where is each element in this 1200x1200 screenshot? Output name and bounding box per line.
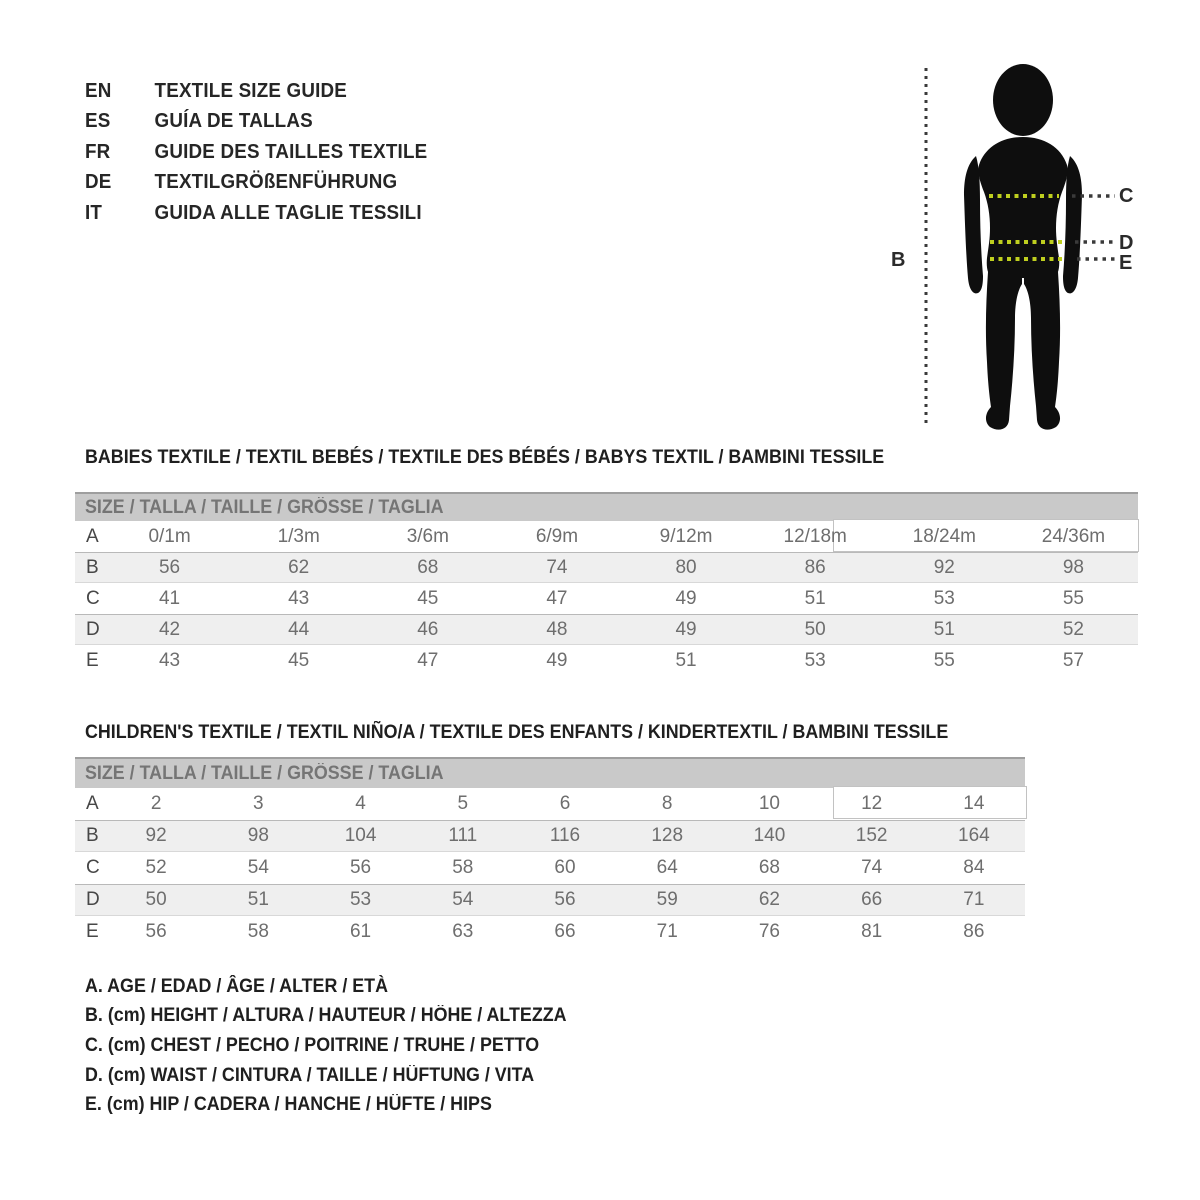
table-cell: 44 <box>288 618 310 640</box>
table-cell: 3/6m <box>406 525 449 547</box>
language-code: IT <box>85 201 103 224</box>
table-cell: 66 <box>554 921 576 942</box>
table-row-C <box>75 852 1025 884</box>
table-cell: 86 <box>963 921 985 942</box>
table-row-E <box>75 916 1025 948</box>
table-cell: 74 <box>546 556 568 578</box>
table-cell: 92 <box>933 556 955 578</box>
table-cell: 47 <box>417 649 439 671</box>
table-row-D <box>75 884 1025 916</box>
table-cell: 98 <box>1062 556 1084 578</box>
table-cell: 48 <box>546 618 568 640</box>
language-row <box>85 168 427 199</box>
legend-line: D. (cm) WAIST / CINTURA / TAILLE / HÜFTUNG / VITA <box>85 1064 535 1086</box>
table-cell: 49 <box>675 618 697 640</box>
language-title: TEXTILE SIZE GUIDE <box>154 79 348 102</box>
table-cell: 45 <box>417 587 439 609</box>
table-cell: 59 <box>656 889 678 910</box>
table-cell: 56 <box>145 921 167 942</box>
children-section-title: CHILDREN'S TEXTILE / TEXTIL NIÑO/A / TEXTILE DES ENFANTS / KINDERTEXTIL / BAMBINI TESSILE <box>85 722 949 743</box>
table-cell: 92 <box>145 825 167 846</box>
table-cell: 86 <box>804 556 826 578</box>
legend-line: C. (cm) CHEST / PECHO / POITRINE / TRUHE / PETTO <box>85 1034 540 1056</box>
children-size-table <box>75 757 1025 948</box>
table-cell: 55 <box>933 649 955 671</box>
table-row-D <box>75 614 1138 645</box>
table-cell: 58 <box>247 921 269 942</box>
language-row <box>85 198 427 229</box>
measurement-legend <box>85 972 597 1120</box>
table-cell: 45 <box>288 649 310 671</box>
legend-line: A. AGE / EDAD / ÂGE / ALTER / ETÀ <box>85 975 388 997</box>
language-code: EN <box>85 79 112 102</box>
size-header-bar <box>75 492 1138 521</box>
table-cell: 53 <box>804 649 826 671</box>
row-label: E <box>86 649 99 671</box>
table-cell: 81 <box>861 921 883 942</box>
table-cell: 52 <box>145 857 167 878</box>
language-title: GUIDA ALLE TAGLIE TESSILI <box>154 201 422 224</box>
language-row <box>85 137 427 168</box>
table-cell: 3 <box>253 793 264 814</box>
table-cell: 52 <box>1062 618 1084 640</box>
child-silhouette-svg <box>870 40 1190 460</box>
legend-line: B. (cm) HEIGHT / ALTURA / HAUTEUR / HÖHE / ALTEZZA <box>85 1005 567 1027</box>
children-table-rows <box>75 788 1025 948</box>
table-cell: 71 <box>656 921 678 942</box>
language-code: ES <box>85 110 111 133</box>
size-header-label: SIZE / TALLA / TAILLE / GRÖSSE / TAGLIA <box>85 496 444 518</box>
table-cell: 68 <box>758 857 780 878</box>
table-cell: 80 <box>675 556 697 578</box>
table-cell: 68 <box>417 556 439 578</box>
table-cell: 152 <box>855 825 888 846</box>
table-cell: 51 <box>933 618 955 640</box>
row-label: A <box>86 793 99 814</box>
table-cell: 8 <box>661 793 673 814</box>
language-title: TEXTILGRÖßENFÜHRUNG <box>154 171 398 194</box>
table-row-B <box>75 552 1138 583</box>
language-title-list <box>85 76 449 229</box>
table-cell: 57 <box>1062 649 1084 671</box>
table-cell: 98 <box>247 825 269 846</box>
table-cell: 4 <box>355 793 366 814</box>
table-cell: 43 <box>158 649 181 671</box>
babies-size-table <box>75 492 1138 676</box>
table-cell: 10 <box>758 793 780 814</box>
table-row-C <box>75 583 1138 614</box>
table-cell: 63 <box>452 921 474 942</box>
table-row-B <box>75 820 1025 852</box>
height-label: B <box>891 249 906 271</box>
language-code: DE <box>85 171 112 194</box>
table-cell: 14 <box>963 793 985 814</box>
language-code: FR <box>85 140 111 163</box>
table-cell: 6/9m <box>535 525 579 547</box>
table-cell: 64 <box>656 857 678 878</box>
table-cell: 56 <box>349 857 372 878</box>
language-title: GUÍA DE TALLAS <box>154 110 313 133</box>
table-cell: 51 <box>247 889 269 910</box>
table-cell: 71 <box>963 889 985 910</box>
language-row <box>85 107 427 138</box>
table-cell: 128 <box>651 825 684 846</box>
table-row-A <box>75 521 1138 552</box>
babies-table-rows <box>75 521 1138 676</box>
language-row <box>85 76 427 107</box>
table-cell: 0/1m <box>148 525 191 547</box>
child-silhouette <box>964 64 1082 430</box>
table-cell: 51 <box>675 649 697 671</box>
table-cell: 51 <box>804 587 826 609</box>
table-cell: 49 <box>546 649 568 671</box>
table-cell: 66 <box>861 889 883 910</box>
row-label: B <box>86 825 99 846</box>
table-row-E <box>75 645 1138 676</box>
table-cell: 54 <box>247 857 269 878</box>
table-cell: 61 <box>349 921 372 942</box>
table-cell: 12 <box>861 793 883 814</box>
table-cell: 111 <box>448 825 478 846</box>
row-label: C <box>86 587 100 609</box>
table-cell: 46 <box>417 618 439 640</box>
table-cell: 116 <box>549 825 581 846</box>
table-cell: 53 <box>349 889 372 910</box>
table-cell: 60 <box>554 857 576 878</box>
table-row-A <box>75 788 1025 820</box>
language-title: GUIDE DES TAILLES TEXTILE <box>154 140 428 163</box>
babies-section-title: BABIES TEXTILE / TEXTIL BEBÉS / TEXTILE DES BÉBÉS / BABYS TEXTIL / BAMBINI TESSILE <box>85 447 885 468</box>
table-cell: 18/24m <box>912 525 976 547</box>
size-header-bar <box>75 757 1025 788</box>
table-cell: 140 <box>753 825 786 846</box>
row-label: D <box>86 889 100 910</box>
row-label: C <box>86 857 100 878</box>
row-label: D <box>86 618 100 640</box>
table-cell: 43 <box>288 587 310 609</box>
table-cell: 42 <box>158 618 181 640</box>
table-cell: 1/3m <box>277 525 320 547</box>
table-cell: 104 <box>344 825 377 846</box>
table-cell: 24/36m <box>1041 525 1106 547</box>
legend-line: E. (cm) HIP / CADERA / HANCHE / HÜFTE / HIPS <box>85 1094 492 1116</box>
table-cell: 55 <box>1062 587 1084 609</box>
child-measurement-figure <box>870 40 1190 460</box>
size-header-label: SIZE / TALLA / TAILLE / GRÖSSE / TAGLIA <box>85 762 444 784</box>
table-cell: 50 <box>804 618 826 640</box>
table-cell: 56 <box>158 556 181 578</box>
row-label: E <box>86 921 99 942</box>
table-cell: 54 <box>452 889 474 910</box>
table-cell: 58 <box>452 857 474 878</box>
row-label: B <box>86 556 99 578</box>
table-cell: 9/12m <box>659 525 713 547</box>
table-cell: 56 <box>554 889 576 910</box>
row-label: A <box>86 525 99 547</box>
chest-label: C <box>1119 185 1134 207</box>
table-cell: 62 <box>758 889 780 910</box>
waist-label: D <box>1119 232 1134 254</box>
table-cell: 74 <box>861 857 883 878</box>
table-cell: 164 <box>958 825 990 846</box>
table-cell: 2 <box>150 793 162 814</box>
table-cell: 47 <box>546 587 568 609</box>
table-cell: 49 <box>675 587 697 609</box>
hip-label: E <box>1119 252 1133 274</box>
table-cell: 84 <box>963 857 985 878</box>
table-cell: 5 <box>457 793 469 814</box>
table-cell: 12/18m <box>783 525 847 547</box>
table-cell: 62 <box>288 556 310 578</box>
table-cell: 53 <box>933 587 955 609</box>
table-cell: 50 <box>145 889 167 910</box>
table-cell: 6 <box>559 793 571 814</box>
table-cell: 76 <box>758 921 780 942</box>
table-cell: 41 <box>158 587 181 609</box>
